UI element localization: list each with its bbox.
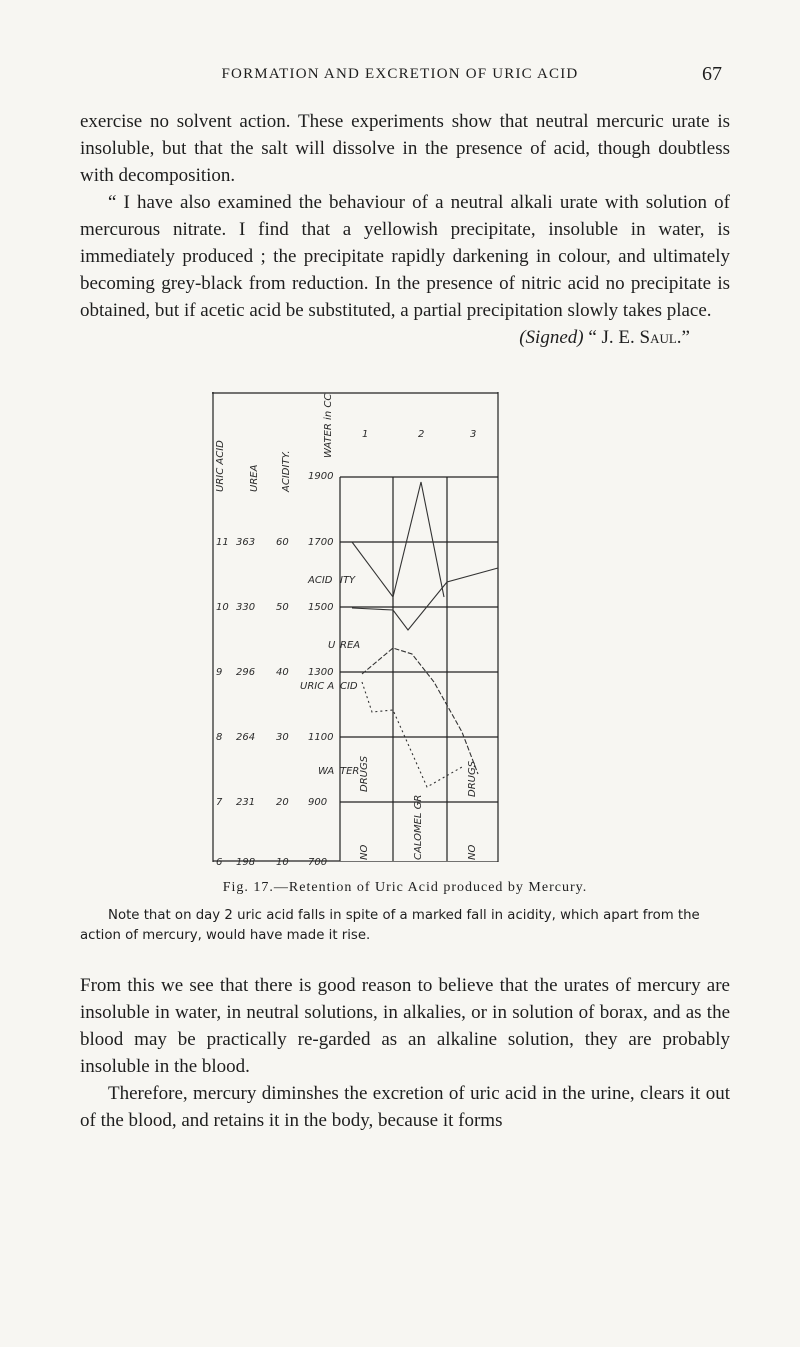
page-header (0, 64, 800, 88)
water-scale-1500: 1500 (308, 602, 334, 613)
signed-label: (Signed) (519, 327, 584, 348)
figure-note: Note that on day 2 uric acid falls in spite of a marked fall in acidity, which apart from the action of mercury, would have made it rise. (80, 908, 700, 943)
uric-scale-10: 10 (216, 602, 229, 613)
urea-scale-363: 363 (236, 537, 256, 548)
running-head: FORMATION AND EXCRETION OF URIC ACID (221, 66, 579, 82)
acidity-scale-50: 50 (276, 602, 289, 613)
signature-name: “ J. E. Saul.” (588, 327, 690, 348)
day-label-3: 3 (470, 429, 477, 440)
urea-scale-198: 198 (236, 857, 256, 868)
paragraph-3: From this we see that there is good reason to believe that the urates of mercury are insoluble in water, in neutral solutions, in alkalies, or in solution of borax, and as the blood may be practically re-garded as an alkaline solution, they are probably insoluble in the blood. (80, 975, 730, 1077)
col3-top-drugs: DRUGS (467, 760, 478, 797)
day-label-1: 1 (362, 429, 369, 440)
uric-line-label-b: CID (340, 681, 358, 692)
col3-bottom-no: NO (467, 844, 478, 860)
acidity-scale-20: 20 (276, 797, 289, 808)
top-text (80, 108, 730, 351)
paragraph-2: “ I have also examined the behaviour of a neutral alkali urate with solution of mercurous nitrate. I find that a yellowish precipitate, insoluble in water, is immediately produced ; the precipitate rapidly darkening in colour, and ultimately becoming grey-black from reduction. In the presence of nitric acid no precipitate is obtained, but if acetic acid be substituted, a partial precipitation slowly takes place. (80, 192, 730, 321)
uric-scale-11: 11 (216, 537, 229, 548)
urea-scale-296: 296 (236, 667, 256, 678)
uric-scale-7: 7 (216, 797, 223, 808)
water-scale-900: 900 (308, 797, 328, 808)
acidity-scale-10: 10 (276, 857, 289, 868)
acidity-line-label-b: ITY (340, 575, 356, 586)
col1-top-drugs: DRUGS (359, 755, 370, 792)
bottom-text (80, 972, 730, 1134)
water-scale-1700: 1700 (308, 537, 334, 548)
col1-bottom-no: NO (359, 844, 370, 860)
uric-scale-6: 6 (216, 857, 223, 868)
acidity-line-label-a: ACID (308, 575, 333, 586)
header-uric-acid: URIC ACID (215, 440, 226, 492)
acidity-scale-60: 60 (276, 537, 289, 548)
day-label-2: 2 (418, 429, 425, 440)
urea-scale-330: 330 (236, 602, 256, 613)
water-scale-1100: 1100 (308, 732, 334, 743)
water-line-label-b: TER (340, 766, 360, 777)
figure-17-chart (212, 392, 512, 868)
signature-line (80, 324, 730, 351)
urea-line (352, 568, 498, 630)
acidity-line (352, 482, 444, 597)
header-acidity: ACIDITY. (281, 450, 292, 492)
paragraph-4: Therefore, mercury diminshes the excretion of uric acid in the urine, clears it out of the blood, and retains it in the body, because it forms (80, 1083, 730, 1131)
acidity-scale-30: 30 (276, 732, 289, 743)
page-number: 67 (702, 63, 722, 85)
water-scale-1900: 1900 (308, 471, 334, 482)
figure-caption: Fig. 17.—Retention of Uric Acid produced by Mercury. (222, 880, 588, 895)
header-water: WATER in CC (323, 393, 334, 458)
urea-line-label-a: U (328, 640, 336, 651)
acidity-scale-40: 40 (276, 667, 289, 678)
paragraph-1: exercise no solvent action. These experiments show that neutral mercuric urate is insoluble, but that the salt will dissolve in the presence of acid, though doubtless with decomposition. (80, 111, 730, 186)
urea-line-label-b: REA (340, 640, 361, 651)
urea-scale-231: 231 (236, 797, 256, 808)
water-scale-1300: 1300 (308, 667, 334, 678)
uric-line-label-a: URIC A (300, 681, 335, 692)
header-urea: UREA (249, 464, 260, 492)
urea-scale-264: 264 (236, 732, 256, 743)
uric-scale-9: 9 (216, 667, 223, 678)
uric-acid-line (362, 648, 478, 774)
water-line-label-a: WA (318, 766, 335, 777)
uric-scale-8: 8 (216, 732, 223, 743)
col2-calomel-gr: CALOMEL GR (413, 794, 424, 860)
water-scale-700: 700 (308, 857, 328, 868)
